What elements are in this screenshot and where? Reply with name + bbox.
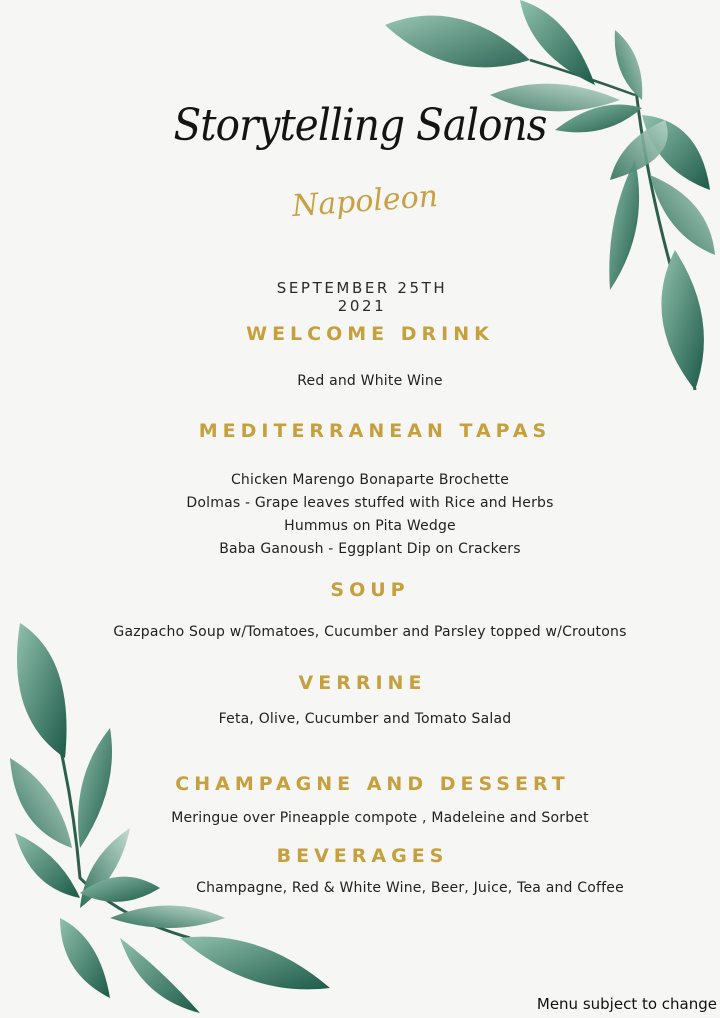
menu-item: Gazpacho Soup w/Tomatoes, Cucumber and Parsley topped w/Croutons [113,624,627,640]
menu-item: Baba Ganoush - Eggplant Dip on Crackers [219,541,521,557]
section-heading-beverages: BEVERAGES [276,845,449,867]
section-heading-soup: SOUP [330,579,410,601]
menu-item: Red and White Wine [297,373,443,389]
tapas-list [150,470,590,562]
menu-item: Chicken Marengo Bonaparte Brochette [230,472,510,488]
section-heading-champagne-dessert: CHAMPAGNE AND DESSERT [175,773,570,795]
menu-item: Dolmas - Grape leaves stuffed with Rice and Herbs [186,495,554,511]
footer-note: Menu subject to change [536,995,717,1013]
menu-item: Hummus on Pita Wedge [284,518,456,534]
section-heading-welcome-drink: WELCOME DRINK [246,323,494,345]
event-date: SEPTEMBER 25TH 2021 [276,279,448,315]
section-heading-tapas: MEDITERRANEAN TAPAS [198,420,552,442]
section-heading-verrine: VERRINE [298,672,427,694]
menu-item: Feta, Olive, Cucumber and Tomato Salad [218,711,512,727]
menu-item: Meringue over Pineapple compote , Madeleine and Sorbet [171,810,589,826]
event-subtitle: Napoleon [290,178,440,225]
menu-item: Champagne, Red & White Wine, Beer, Juice, Tea and Coffee [196,880,624,896]
event-title: Storytelling Salons [173,100,547,151]
